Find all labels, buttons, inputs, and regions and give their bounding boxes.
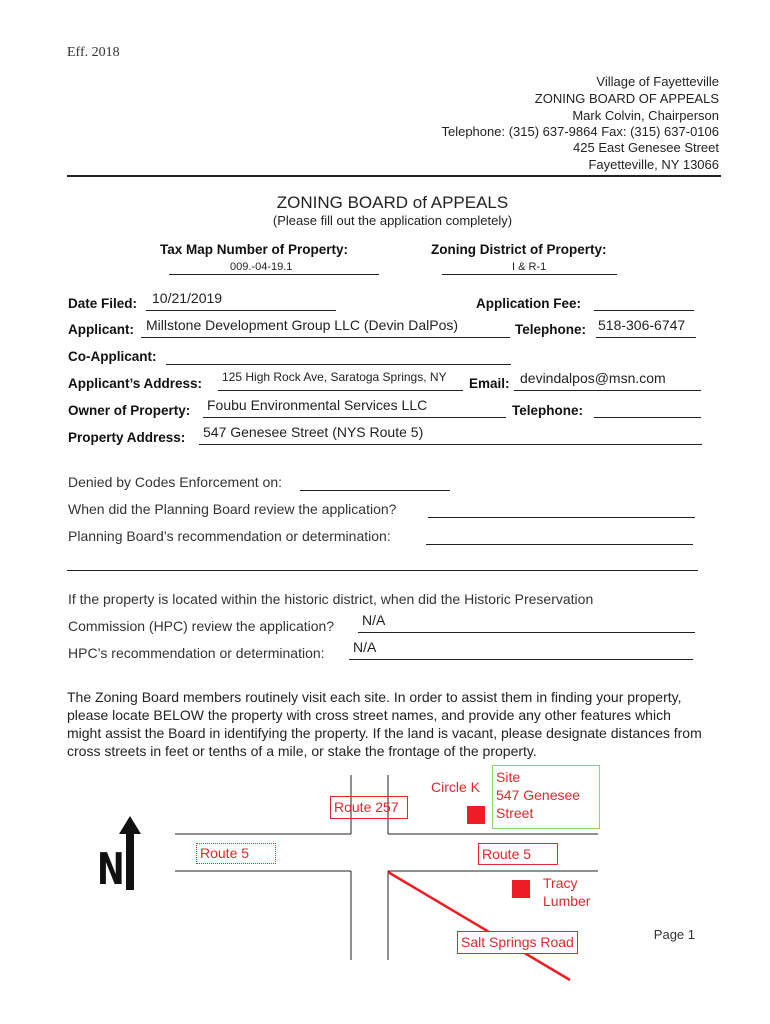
salt-springs-road-label: Salt Springs Road xyxy=(457,931,578,954)
site-visit-paragraph: The Zoning Board members routinely visit each site. In order to assist them in finding your property, please locate BELOW the property with cross street names, and provide any other features which might assist the Board in identifying the property. If the land is vacant, please designate distances from cross streets in feet or tenths of a mile, or stake the frontage of the property. xyxy=(67,689,702,759)
tracy-label-line1: Tracy xyxy=(543,875,578,891)
planning-review-label: When did the Planning Board review the application? xyxy=(68,501,397,517)
owner-label: Owner of Property: xyxy=(68,403,191,418)
header-chair: Mark Colvin, Chairperson xyxy=(572,108,719,123)
owner-telephone-label: Telephone: xyxy=(512,403,584,418)
site-label-line2: 547 Genesee xyxy=(496,787,581,803)
applicant-field[interactable]: Millstone Development Group LLC (Devin DalPos) xyxy=(146,317,459,333)
page-number: Page 1 xyxy=(653,927,695,942)
form-title: ZONING BOARD of APPEALS xyxy=(276,193,509,212)
site-label-box xyxy=(492,765,600,829)
telephone-label: Telephone: xyxy=(515,322,587,337)
effective-date: Eff. 2018 xyxy=(67,45,120,60)
tax-map-label: Tax Map Number of Property: xyxy=(160,242,349,257)
planning-rec-label: Planning Board’s recommendation or determination: xyxy=(68,528,391,544)
tracy-label-line2: Lumber xyxy=(543,893,591,909)
circle-k-marker xyxy=(467,806,485,824)
applicant-address-field[interactable]: 125 High Rock Ave, Saratoga Springs, NY xyxy=(222,370,447,384)
owner-field[interactable]: Foubu Environmental Services LLC xyxy=(207,397,428,413)
header-phone: Telephone: (315) 637-9864 Fax: (315) 637-0106 xyxy=(441,124,719,139)
hpc-rec-field[interactable]: N/A xyxy=(353,639,377,655)
tracy-lumber-label xyxy=(540,874,593,910)
applicant-address-label: Applicant’s Address: xyxy=(68,376,203,391)
header-city: Fayetteville, NY 13066 xyxy=(588,157,719,172)
site-label-line1: Site xyxy=(496,769,521,785)
zoning-district-label: Zoning District of Property: xyxy=(431,242,607,257)
tax-map-field[interactable]: 009.-04-19.1 xyxy=(230,261,293,273)
hpc-rec-label: HPC’s recommendation or determination: xyxy=(68,645,325,661)
route-5-right-label: Route 5 xyxy=(478,843,558,865)
form-subtitle: (Please fill out the application completely) xyxy=(272,213,513,228)
telephone-field[interactable]: 518-306-6747 xyxy=(598,317,686,333)
email-label: Email: xyxy=(469,376,510,391)
property-address-label: Property Address: xyxy=(68,430,186,445)
email-field[interactable]: devindalpos@msn.com xyxy=(520,370,666,386)
route-257-label: Route 257 xyxy=(330,796,408,819)
header-village: Village of Fayetteville xyxy=(596,74,719,89)
date-filed-label: Date Filed: xyxy=(68,296,138,311)
north-letter: N xyxy=(97,844,125,895)
applicant-label: Applicant: xyxy=(68,322,134,337)
site-label-line3: Street xyxy=(496,805,534,821)
denied-label: Denied by Codes Enforcement on: xyxy=(68,474,283,490)
hpc-review-label: Commission (HPC) review the application? xyxy=(68,618,335,634)
application-fee-label: Application Fee: xyxy=(476,296,582,311)
historic-question: If the property is located within the historic district, when did the Historic Preservation xyxy=(68,591,594,607)
date-filed-field[interactable]: 10/21/2019 xyxy=(152,290,223,306)
hpc-review-field[interactable]: N/A xyxy=(362,612,386,628)
property-address-field[interactable]: 547 Genesee Street (NYS Route 5) xyxy=(203,424,424,440)
co-applicant-label: Co-Applicant: xyxy=(68,349,157,364)
route-5-left-label: Route 5 xyxy=(196,843,276,864)
tracy-lumber-marker xyxy=(512,880,530,898)
zoning-district-field[interactable]: I & R-1 xyxy=(512,261,547,273)
header-street: 425 East Genesee Street xyxy=(573,140,719,155)
circle-k-label: Circle K xyxy=(431,779,481,795)
header-board: ZONING BOARD OF APPEALS xyxy=(534,91,719,106)
